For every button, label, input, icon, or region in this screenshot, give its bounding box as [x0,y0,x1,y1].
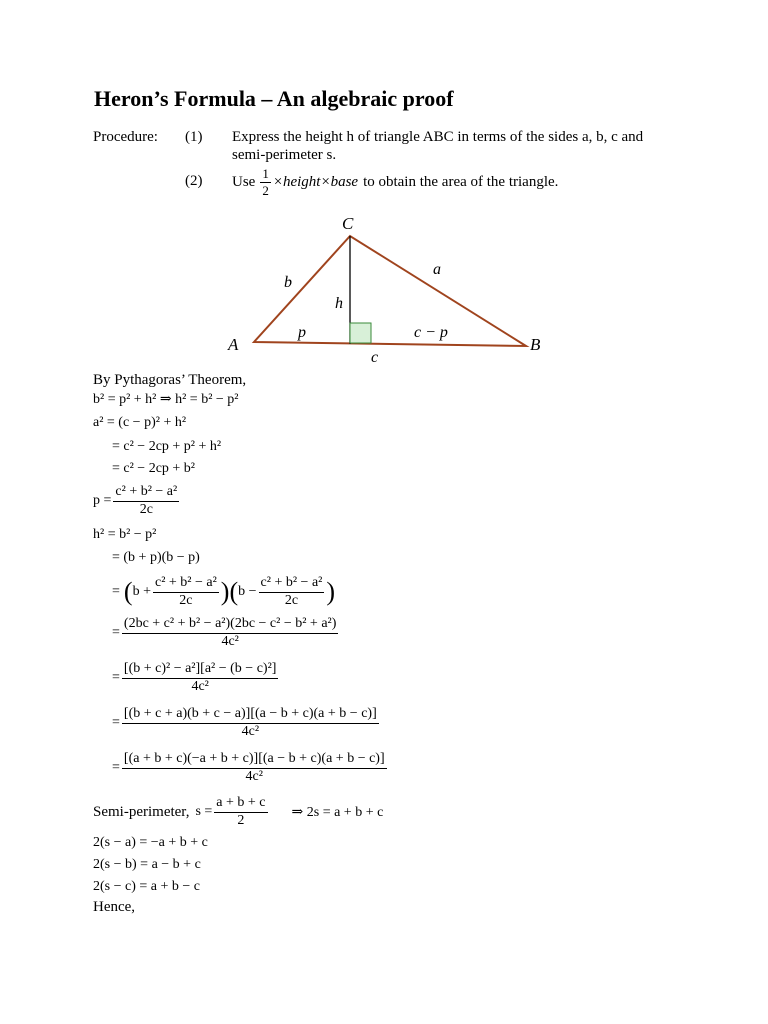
triangle-abc [254,236,526,346]
proof-line-7: = (b + p)(b − p) [112,550,200,565]
semi-perimeter-line [93,796,383,828]
l11-fraction [122,707,379,739]
p-lhs: p = [93,493,112,509]
segment-c-minus-p-label: c − p [414,324,448,341]
proof-line-11 [112,707,381,739]
s-minus-a-line: 2(s − a) = −a + b + c [93,835,208,850]
l8-frac2-num: c² + b² − a² [259,576,325,593]
l10-eq: = [112,670,120,686]
l8-b2: b − [238,584,257,599]
step2-use: Use [232,173,256,190]
step2-expression: ×height×base [272,173,359,190]
step2-frac-num: 1 [262,165,269,181]
l8-fraction-1 [153,576,219,608]
l10-frac-num: [(b + c)² − a²][a² − (b − c)²] [122,662,279,679]
step1-number: (1) [185,129,203,145]
proof-line-8: = ( b + $\frac{\text{c² + b² − a²}}{2c}$ ) ( b − $\frac{\text{c² + b² − a²}}{2c}$ ) [112,574,336,608]
proof-line-12 [112,752,389,784]
l9-eq: = [112,625,120,641]
l12-fraction [122,752,387,784]
proof-line-10 [112,662,280,694]
l12-frac-num: [(a + b + c)(−a + b + c)][(a − b + c)(a + b − c)] [122,752,387,769]
proof-line-5 [93,485,181,517]
l10-fraction [122,662,279,694]
s-minus-b-line: 2(s − b) = a − b + c [93,857,201,872]
l10-frac-den: 4c² [191,678,209,694]
l8-frac1-num: c² + b² − a² [153,576,219,593]
p-frac-num: c² + b² − a² [113,485,179,502]
s-minus-c-line: 2(s − c) = a + b − c [93,879,200,894]
l11-eq: = [112,715,120,731]
l9-fraction [122,617,339,649]
l9-frac-den: 4c² [221,633,239,649]
hence-text: Hence, [93,899,136,915]
step1-text-line2: semi-perimeter s. [232,147,337,163]
procedure-label: Procedure: [93,129,158,145]
p-fraction [113,485,179,517]
vertex-b-label: B [530,335,541,354]
vertex-c-label: C [342,214,354,233]
p-frac-den: 2c [139,501,153,517]
semi-fraction [214,796,267,828]
proof-line-3: = c² − 2cp + p² + h² [112,439,222,454]
l12-frac-den: 4c² [245,768,263,784]
proof-line-2: a² = (c − p)² + h² [93,415,187,430]
page-title: Heron’s Formula – An algebraic proof [94,86,454,111]
l11-frac-den: 4c² [241,723,260,739]
proof-line-4: = c² − 2cp + b² [112,461,196,476]
semi-label: Semi-perimeter, [93,803,190,820]
segment-p-label: p [298,324,306,341]
proof-line-1: b² = p² + h² ⇒ h² = b² − p² [93,392,239,407]
vertex-a-label: A [228,335,239,354]
l12-eq: = [112,760,120,776]
semi-frac-den: 2 [237,812,245,828]
l8-eq: = [112,584,120,599]
proof-intro: By Pythagoras’ Theorem, [93,372,247,388]
triangle-diagram [0,0,768,380]
l8-frac1-den: 2c [179,592,193,608]
step2-number: (2) [185,173,203,189]
l8-frac2-den: 2c [284,592,299,608]
step1-text-line1: Express the height h of triangle ABC in terms of the sides a, b, c and [232,129,644,145]
height-label: h [335,295,343,312]
proof-line-9 [112,617,340,649]
side-c-label: c [371,349,379,366]
l8-b1: b + [132,584,151,599]
right-angle-marker [350,323,371,343]
l9-frac-num: (2bc + c² + b² − a²)(2bc − c² − b² + a²) [122,617,339,634]
semi-lhs: s = [195,804,213,820]
semi-frac-num: a + b + c [214,796,267,813]
step2-rest: to obtain the area of the triangle. [363,173,559,190]
side-a-label: a [433,261,441,278]
side-b-label: b [284,274,292,291]
step2-frac-den: 2 [262,182,269,198]
l8-fraction-2 [259,576,325,608]
semi-rhs: ⇒ 2s = a + b + c [291,804,384,820]
proof-line-6: h² = b² − p² [93,527,157,542]
l11-frac-num: [(b + c + a)(b + c − a)][(a − b + c)(a + b − c)] [122,707,379,724]
